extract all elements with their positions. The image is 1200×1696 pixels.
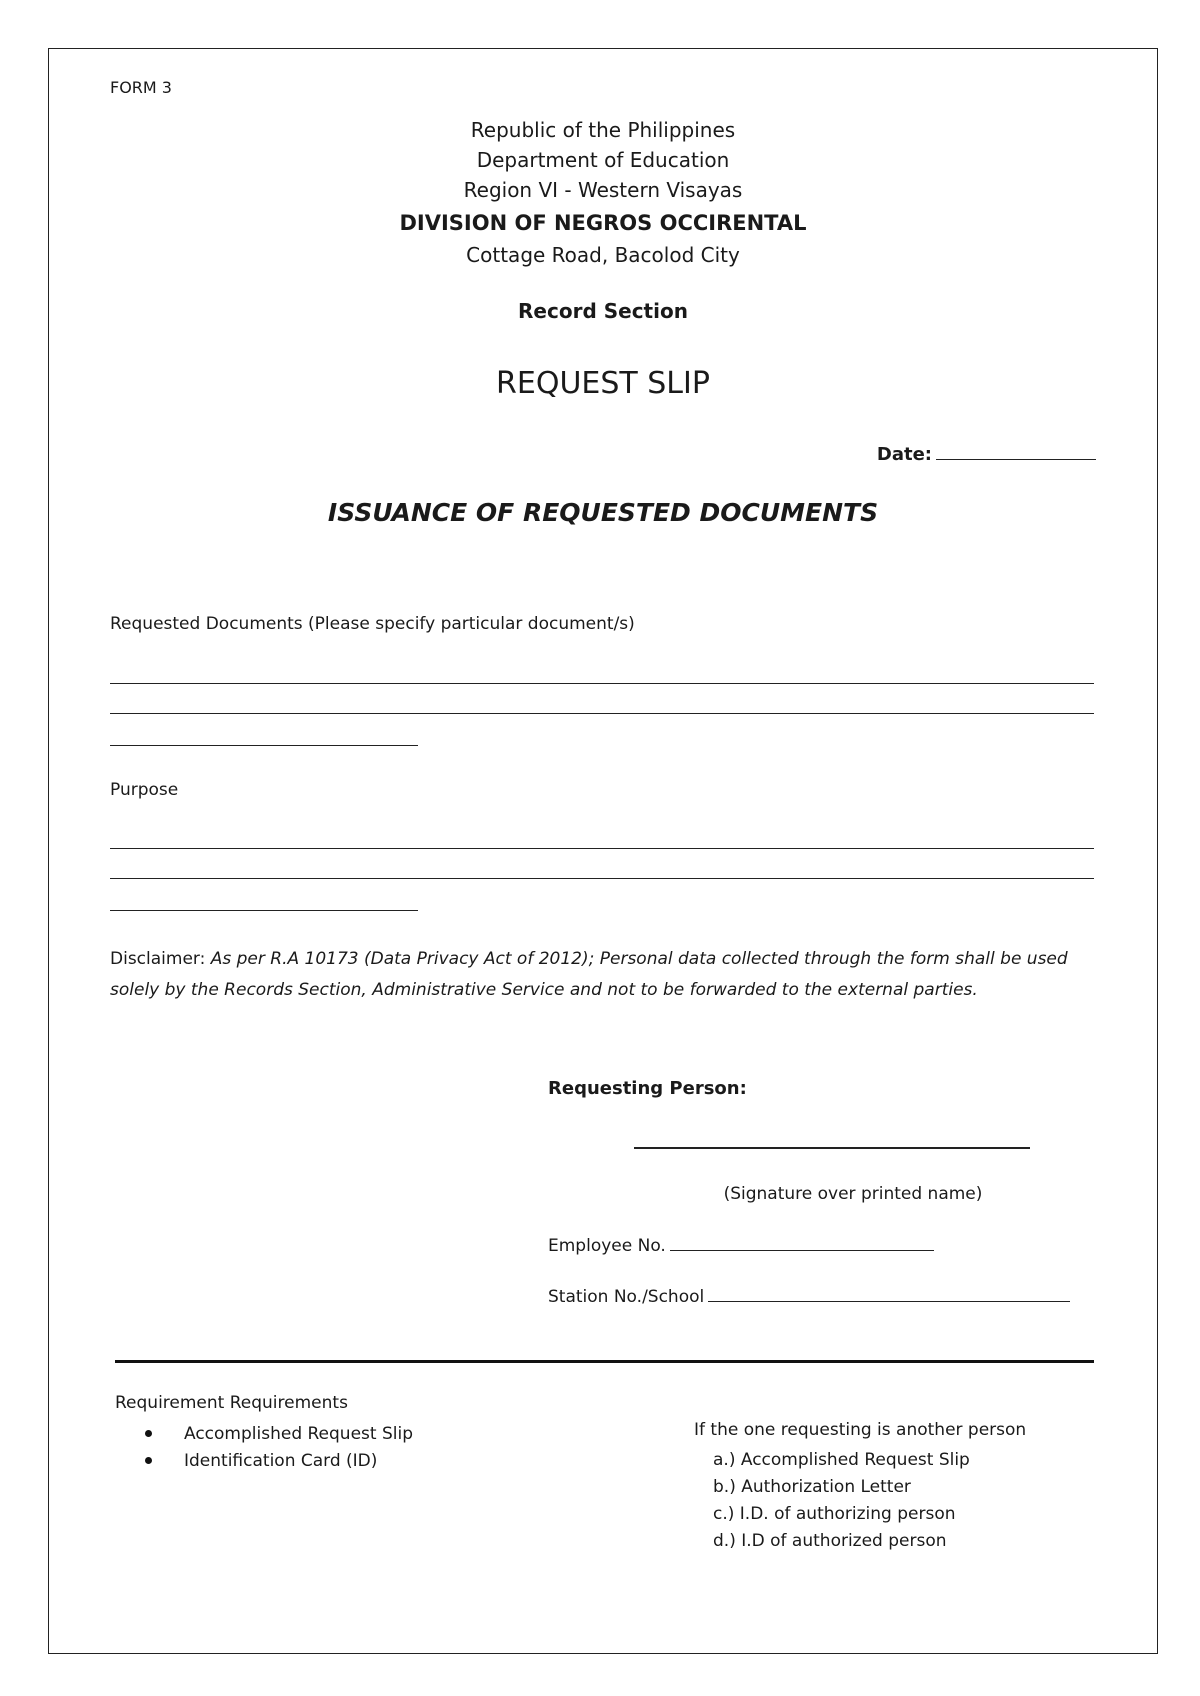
disclaimer-label: Disclaimer: <box>110 949 206 969</box>
requirements-list <box>145 1420 413 1474</box>
employee-no-field[interactable] <box>548 1236 934 1256</box>
header-department: Department of Education <box>476 148 730 172</box>
purpose-line-2[interactable] <box>110 878 1094 879</box>
section-divider <box>115 1360 1094 1363</box>
employee-no-blank-line[interactable] <box>670 1236 934 1251</box>
purpose-line-3[interactable] <box>110 910 418 911</box>
requested-documents-line-3[interactable] <box>110 745 418 746</box>
requirements-heading: Requirement Requirements <box>115 1393 348 1413</box>
requested-documents-line-1[interactable] <box>110 683 1094 684</box>
form-title: REQUEST SLIP <box>496 366 710 401</box>
requirement-item-label: Accomplished Request Slip <box>184 1423 413 1444</box>
other-person-item: c.) I.D. of authorizing person <box>713 1504 956 1524</box>
disclaimer-text: As per R.A 10173 (Data Privacy Act of 2012); Personal data collected through the form shall be used solely by the Records Section, Administrative Service and not to be forwarded to the external parties. <box>110 949 1068 1000</box>
date-label: Date: <box>876 444 932 465</box>
other-person-list <box>713 1447 970 1555</box>
requirement-item <box>145 1447 413 1474</box>
disclaimer <box>110 944 1100 1006</box>
other-person-item: b.) Authorization Letter <box>713 1477 911 1497</box>
header-republic: Republic of the Philippines <box>470 118 736 142</box>
header-address: Cottage Road, Bacolod City <box>466 243 740 267</box>
other-person-item: a.) Accomplished Request Slip <box>713 1450 970 1470</box>
station-label: Station No./School <box>548 1287 705 1307</box>
signature-caption: (Signature over printed name) <box>723 1184 983 1204</box>
page-border <box>48 48 1158 1654</box>
requirement-item-label: Identification Card (ID) <box>184 1450 378 1471</box>
record-section-heading: Record Section <box>518 299 688 323</box>
signature-line[interactable] <box>634 1147 1030 1149</box>
header-division: DIVISION OF NEGROS OCCIRENTAL <box>399 211 807 235</box>
bullet-icon <box>145 1457 152 1464</box>
requesting-person-label: Requesting Person: <box>548 1078 747 1099</box>
bullet-icon <box>145 1430 152 1437</box>
header-region: Region VI - Western Visayas <box>463 178 743 202</box>
date-blank-line[interactable] <box>936 443 1096 460</box>
form-number: FORM 3 <box>110 78 172 97</box>
station-blank-line[interactable] <box>708 1287 1070 1302</box>
form-subtitle: ISSUANCE OF REQUESTED DOCUMENTS <box>327 498 879 527</box>
purpose-label: Purpose <box>110 780 179 800</box>
requested-documents-line-2[interactable] <box>110 713 1094 714</box>
station-field[interactable] <box>548 1287 1070 1307</box>
date-field[interactable] <box>877 443 1096 465</box>
other-person-heading: If the one requesting is another person <box>694 1420 1027 1440</box>
employee-no-label: Employee No. <box>548 1236 666 1256</box>
other-person-item: d.) I.D of authorized person <box>713 1531 947 1551</box>
requested-documents-label: Requested Documents (Please specify particular document/s) <box>110 614 635 634</box>
requirement-item <box>145 1420 413 1447</box>
purpose-line-1[interactable] <box>110 848 1094 849</box>
